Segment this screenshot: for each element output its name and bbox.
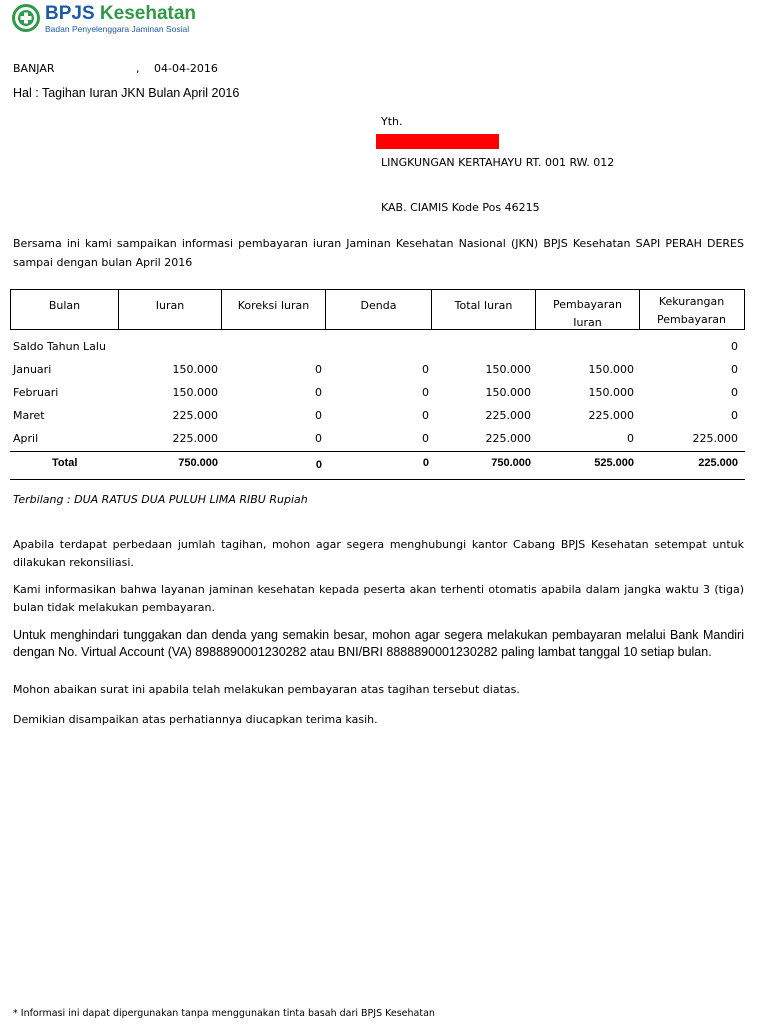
cell-total-kekurangan: 225.000 <box>698 457 738 469</box>
cell-total: 150.000 <box>485 386 531 399</box>
header-kekurangan-line1: Kekurangan <box>658 295 725 308</box>
intro-paragraph: Bersama ini kami sampaikan informasi pembayaran iuran Jaminan Kesehatan Nasional (JKN) BPJS Kesehatan SAPI PERAH DERES sampai dengan bulan April 2016 <box>13 237 744 269</box>
letter-subject: Hal : Tagihan Iuran JKN Bulan April 2016 <box>13 86 240 100</box>
paragraph-abaikan: Mohon abaikan surat ini apabila telah melakukan pembayaran atas tagihan tersebut diatas. <box>13 683 520 696</box>
total-divider-bottom <box>10 479 745 480</box>
total-divider-top <box>10 451 745 452</box>
cell-saldo-kekurangan: 0 <box>731 340 738 353</box>
cell-bulan: Maret <box>13 409 45 422</box>
cell-denda: 0 <box>422 432 429 445</box>
table-header <box>10 289 745 330</box>
header-bulan <box>11 290 119 329</box>
header-total-label: Total Iuran <box>454 299 513 312</box>
footnote: * Informasi ini dapat dipergunakan tanpa menggunakan tinta basah dari BPJS Kesehatan <box>13 1008 435 1019</box>
terbilang-text: Terbilang : DUA RATUS DUA PULUH LIMA RIBU Rupiah <box>13 493 308 506</box>
cell-total-koreksi: 0 <box>315 459 322 471</box>
address-line-2: KAB. CIAMIS Kode Pos 46215 <box>381 201 540 214</box>
cell-pembayaran: 0 <box>627 432 634 445</box>
cell-bulan: Februari <box>13 386 59 399</box>
logo-brand-kesehatan: Kesehatan <box>99 3 197 24</box>
cell-iuran: 225.000 <box>172 409 218 422</box>
cell-total-total: 750.000 <box>491 457 531 469</box>
cell-koreksi: 0 <box>315 432 322 445</box>
header-pembayaran-line2: Iuran <box>573 316 602 329</box>
bpjs-logo <box>12 4 212 34</box>
recipient-label: Yth. <box>381 115 403 128</box>
letter-city: BANJAR <box>13 62 55 75</box>
header-iuran-label: Iuran <box>155 299 185 312</box>
cell-iuran: 225.000 <box>172 432 218 445</box>
redacted-recipient-name <box>376 134 499 149</box>
paragraph-virtual-account: Untuk menghindari tunggakan dan denda yang semakin besar, mohon agar segera melakukan pembayaran melalui Bank Mandiri dengan No. Virtual Account (VA) 8988890001230282 atau BNI/BRI 8888890001230282 paling lambat tanggal 10 setiap bulan. <box>13 628 744 659</box>
table-row <box>12 363 743 381</box>
logo-brand-bpjs: BPJS <box>45 3 95 24</box>
cell-total-iuran: 750.000 <box>178 457 218 469</box>
header-denda-label: Denda <box>360 299 397 312</box>
cell-koreksi: 0 <box>315 386 322 399</box>
header-bulan-label: Bulan <box>48 299 81 312</box>
table-row <box>12 409 743 427</box>
table-row <box>12 386 743 404</box>
cell-total-denda: 0 <box>422 457 429 469</box>
paragraph-rekonsiliasi: Apabila terdapat perbedaan jumlah tagihan, mohon agar segera menghubungi kantor Cabang BPJS Kesehatan setempat untuk dilakukan rekonsiliasi. <box>13 538 744 569</box>
logo-subtitle: Badan Penyelenggara Jaminan Sosial <box>45 24 190 34</box>
cell-pembayaran: 225.000 <box>588 409 634 422</box>
cell-iuran: 150.000 <box>172 386 218 399</box>
header-denda <box>326 290 432 329</box>
cell-kekurangan: 0 <box>731 386 738 399</box>
header-iuran <box>119 290 222 329</box>
paragraph-penutup: Demikian disampaikan atas perhatiannya diucapkan terima kasih. <box>13 713 378 726</box>
header-kekurangan-line2: Pembayaran <box>657 313 726 326</box>
cell-bulan: Januari <box>13 363 52 376</box>
cell-pembayaran: 150.000 <box>588 386 634 399</box>
header-pembayaran <box>536 290 640 329</box>
header-koreksi-label: Koreksi Iuran <box>237 299 310 312</box>
table-row-saldo <box>12 340 743 358</box>
cell-total: 150.000 <box>485 363 531 376</box>
cell-denda: 0 <box>422 409 429 422</box>
table-row-total <box>12 457 743 475</box>
cell-iuran: 150.000 <box>172 363 218 376</box>
header-koreksi <box>222 290 326 329</box>
letter-date-comma: , <box>136 62 140 75</box>
header-pembayaran-line1: Pembayaran <box>553 298 622 311</box>
cell-denda: 0 <box>422 386 429 399</box>
cell-kekurangan: 0 <box>731 363 738 376</box>
cell-saldo-label: Saldo Tahun Lalu <box>13 340 106 353</box>
logo-title <box>45 3 196 25</box>
address-line-1: LINGKUNGAN KERTAHAYU RT. 001 RW. 012 <box>381 156 615 169</box>
table-row <box>12 432 743 450</box>
paragraph-layanan-terhenti: Kami informasikan bahwa layanan jaminan kesehatan kepada peserta akan terhenti otomatis apabila dalam jangka waktu 3 (tiga) bulan tidak melakukan pembayaran. <box>13 583 744 614</box>
cell-kekurangan: 0 <box>731 409 738 422</box>
cell-koreksi: 0 <box>315 409 322 422</box>
cell-pembayaran: 150.000 <box>588 363 634 376</box>
header-total <box>432 290 536 329</box>
header-kekurangan <box>640 290 743 329</box>
cell-kekurangan: 225.000 <box>692 432 738 445</box>
cell-total-pembayaran: 525.000 <box>594 457 634 469</box>
cell-bulan: April <box>13 432 39 445</box>
cell-koreksi: 0 <box>315 363 322 376</box>
cell-total: 225.000 <box>485 432 531 445</box>
letter-date: 04-04-2016 <box>154 62 218 75</box>
cell-total: 225.000 <box>485 409 531 422</box>
bpjs-emblem-icon <box>12 4 40 32</box>
cell-denda: 0 <box>422 363 429 376</box>
cell-total-label: Total <box>52 457 78 469</box>
